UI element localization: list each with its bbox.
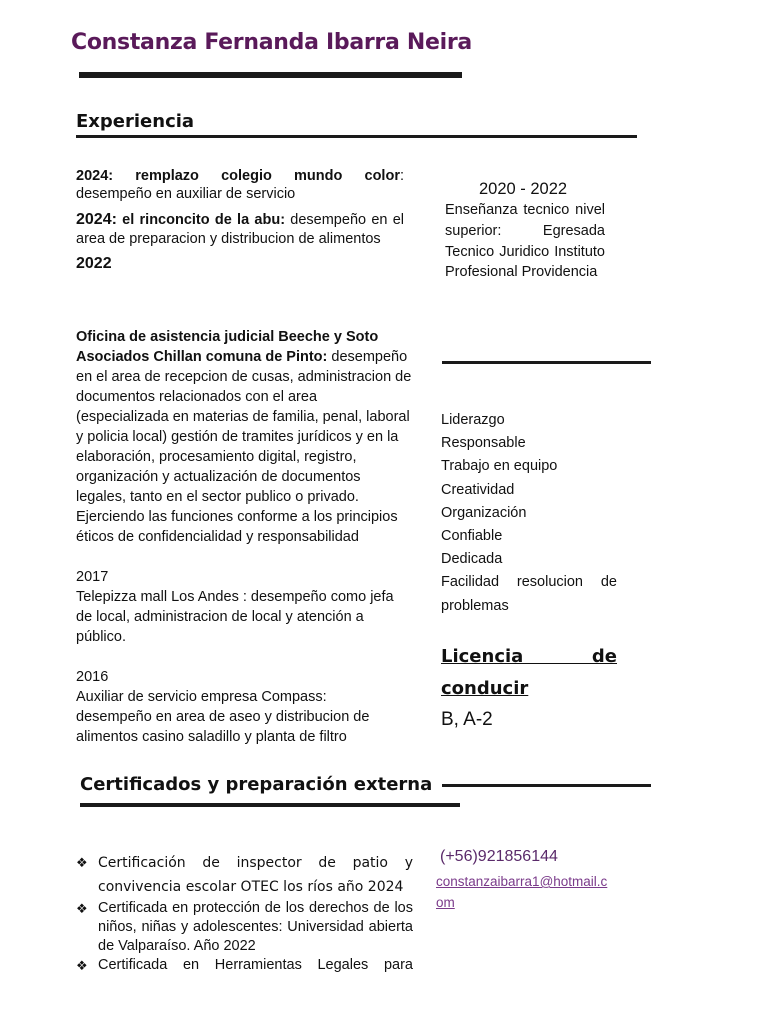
job-description: : desempeño en auxiliar de servicio bbox=[76, 168, 404, 202]
job-description: desempeño en el area de recepcion de cusas, administracion de documentos relacionados con el area (especializada en materias de familia, penal, laboral y policia local) gestión de tramites jurídicos y en la elaboración, procesamiento digital, registro, organización y actualización de documentos legales, tanto en el sector publico o privado. Ejerciendo las funciones conforme a los principios éticos de confidencialidad y responsabilidad bbox=[76, 349, 412, 545]
diamond-bullet-icon: ❖ bbox=[76, 856, 88, 871]
job-entry bbox=[76, 167, 404, 203]
job-description: Auxiliar de servicio empresa Compass: desempeño en area de aseo y distribucion de alimentos casino saladillo y planta de filtro bbox=[76, 689, 370, 745]
certificates-heading: Certificados y preparación externa bbox=[80, 774, 433, 795]
experience-rule bbox=[76, 135, 637, 138]
experience-column bbox=[76, 167, 404, 274]
certificates-list bbox=[76, 851, 413, 975]
contact-email-link[interactable] bbox=[436, 871, 607, 913]
certificate-text: Certificada en Herramientas Legales para bbox=[98, 957, 413, 973]
job-title: 2024: remplazo colegio mundo color bbox=[76, 168, 400, 184]
license-value: B, A-2 bbox=[441, 709, 493, 730]
job-title: Oficina de asistencia judicial Beeche y Soto Asociados Chillan comuna de Pinto: bbox=[76, 329, 379, 365]
diamond-bullet-icon: ❖ bbox=[76, 958, 88, 973]
certificate-item bbox=[76, 851, 413, 899]
education-text: Enseñanza tecnico nivel superior: Egresada Tecnico Juridico Instituto Profesional Providencia bbox=[445, 202, 605, 281]
contact-email-line: om bbox=[436, 895, 455, 910]
skill-item: Dedicada bbox=[441, 551, 503, 568]
diamond-bullet-icon: ❖ bbox=[76, 901, 88, 916]
experience-column-lower bbox=[76, 327, 413, 747]
candidate-name: Constanza Fernanda Ibarra Neira bbox=[71, 30, 472, 55]
job-title: el rinconcito de la abu: bbox=[116, 212, 286, 228]
contact-phone: (+56)921856144 bbox=[440, 848, 558, 865]
skill-item: Organización bbox=[441, 504, 527, 521]
job-description: desempeño en el area de preparacion y distribucion de alimentos bbox=[76, 212, 405, 247]
year-label: 2016 bbox=[76, 669, 109, 685]
certificate-text: Certificada en protección de los derechos de los niños, niñas y adolescentes: Universidad abierta de Valparaíso. Año 2022 bbox=[98, 900, 413, 954]
year-label: 2017 bbox=[76, 569, 109, 585]
job-description: Telepizza mall Los Andes : desempeño como jefa de local, administracion de local y atención a público. bbox=[76, 589, 394, 645]
contact-email-line: constanzaibarra1@hotmail.c bbox=[436, 874, 608, 889]
job-year: 2024: bbox=[76, 211, 117, 228]
license-title: Licencia de conducir bbox=[441, 646, 617, 699]
certificate-item bbox=[76, 956, 413, 975]
skill-item: Creatividad bbox=[441, 481, 515, 498]
skill-item: Trabajo en equipo bbox=[441, 458, 558, 475]
skills-list bbox=[441, 409, 617, 618]
job-entry bbox=[76, 327, 413, 547]
skill-item: Responsable bbox=[441, 435, 526, 452]
year-label: 2022 bbox=[76, 255, 112, 272]
job-entry bbox=[76, 211, 404, 248]
skill-item: Liderazgo bbox=[441, 412, 505, 428]
education-rule bbox=[442, 361, 651, 364]
license-rule bbox=[442, 784, 651, 787]
education-years: 2020 - 2022 bbox=[479, 180, 568, 198]
experience-heading: Experiencia bbox=[76, 111, 195, 132]
certificates-rule bbox=[80, 803, 460, 807]
skill-item: Confiable bbox=[441, 528, 503, 545]
certificate-item bbox=[76, 899, 413, 956]
skill-item: Facilidad resolucion de problemas bbox=[441, 574, 617, 614]
name-underline bbox=[79, 72, 462, 78]
certificate-text: Certificación de inspector de patio y convivencia escolar OTEC los ríos año 2024 bbox=[98, 855, 413, 895]
